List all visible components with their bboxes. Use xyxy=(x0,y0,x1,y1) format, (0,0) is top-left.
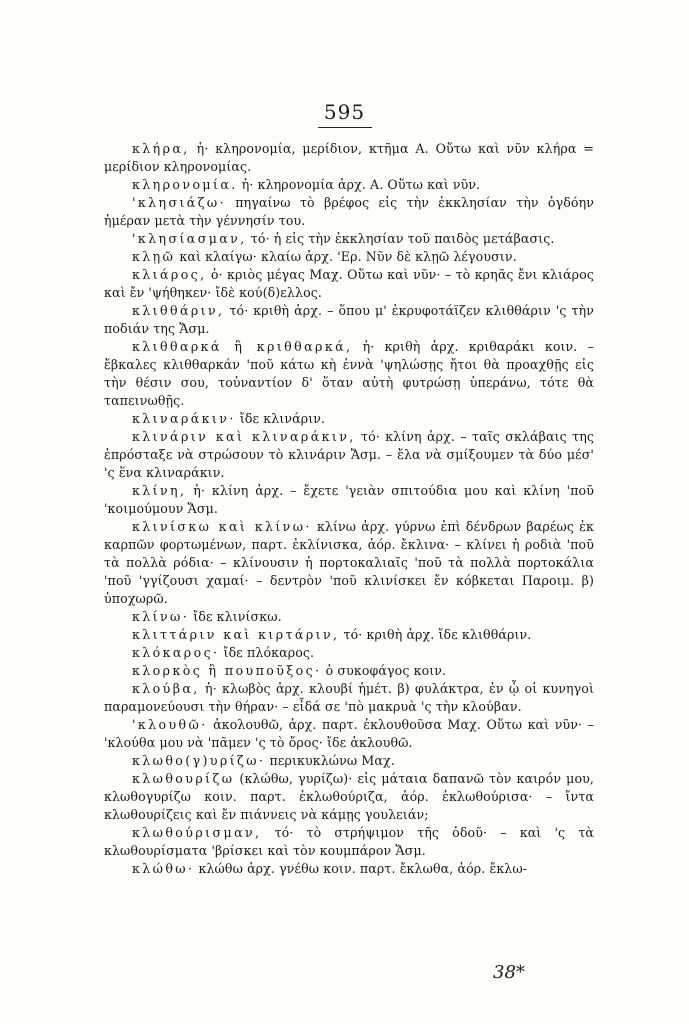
definition: κλώθω ἀρχ. γνέθω κοιν. παρτ. ἔκλωθα, ἀόρ. ἔκλω- xyxy=(194,861,528,876)
definition: τό· κλίνη ἀρχ. – ταῖς σκλάβαις της ἐπρόσταξε νὰ στρώσουν τὸ κλινάριν Ἄσμ. – ἔλα νὰ σμίξουμεν τὰ δύο μέσ' 'ς ἕνα κλιναράκιν. xyxy=(104,429,594,480)
definition: ἴδε κλινάριν. xyxy=(235,411,326,426)
entry xyxy=(104,644,594,662)
entry xyxy=(104,194,594,230)
definition: ἀκολουθῶ, ἀρχ. παρτ. ἐκλουθοῦσα Μαχ. Οὕτω καὶ νῦν· – 'κλούθα μου νὰ 'πᾶμεν 'ς τὸ ὄρος· ἴδε ἀκλουθῶ. xyxy=(104,717,594,750)
entry xyxy=(104,518,594,608)
entry xyxy=(104,716,594,752)
headword: κλωθουρίζω xyxy=(132,771,235,786)
headword: κληρονομία. xyxy=(132,177,238,192)
dictionary-entries xyxy=(104,140,594,878)
page-number-rule xyxy=(318,127,372,128)
headword: κλώθω· xyxy=(132,861,195,876)
headword: κλόκαρος· xyxy=(132,645,220,660)
headword: 'κλησιάζω· xyxy=(132,195,226,210)
headword: κλιθθάριν, xyxy=(132,303,225,318)
entry xyxy=(104,770,594,824)
definition: πηγαίνω τὸ βρέφος εἰς τὴν ἐκκλησίαν τὴν ὀγδόην ἡμέραν μετὰ τὴν γέννησίν του. xyxy=(104,195,594,228)
entry xyxy=(104,428,594,482)
headword: κλιττάριν καὶ κιρτάριν, xyxy=(132,627,340,642)
definition: κλίνω ἀρχ. γύρνω ἐπὶ δένδρων βαρέως ἐκ καρπῶν φορτωμένων, παρτ. ἐκλίνισκα, ἀόρ. ἔκλινα· – κλίνει ἡ ροδιὰ 'ποῦ τὰ πολλὰ ρόδια· – κλίνουσιν ἡ πορτοκαλιαῖς 'ποῦ τὰ πολλὰ πορτοκάλια 'ποῦ 'γγίζουσι χαμαί· – δεντρὸν 'ποῦ κλινίσκει ἔν κόβκεται Παροιμ. β) ὑποχωρῶ. xyxy=(104,519,594,606)
headword: κλινάριν καὶ κλιναράκιν, xyxy=(132,429,356,444)
entry xyxy=(104,626,594,644)
definition: ἴδε πλόκαρος. xyxy=(219,645,315,660)
signature-mark: 38* xyxy=(493,962,525,983)
headword: κλῃῶ xyxy=(132,249,176,264)
headword: κλούβα, xyxy=(132,681,200,696)
headword: κλίνω· xyxy=(132,609,190,624)
page-number: 595 xyxy=(323,100,366,124)
definition: ἡ· κληρονομία, μερίδιον, κτῆμα Α. Οὕτω καὶ νῦν κλήρα = μερίδιον κληρονομίας. xyxy=(104,141,594,174)
entry xyxy=(104,248,594,266)
entry xyxy=(104,140,594,176)
entry xyxy=(104,824,594,860)
headword: κλίνη, xyxy=(132,483,187,498)
entry xyxy=(104,176,594,194)
headword: κλωθούρισμαν, xyxy=(132,825,262,840)
definition: ἴδε κλινίσκω. xyxy=(189,609,282,624)
entry xyxy=(104,410,594,428)
definition: ὁ συκοφάγος κοιν. xyxy=(321,663,447,678)
headword: κλιναράκιν· xyxy=(132,411,236,426)
entry xyxy=(104,680,594,716)
entry xyxy=(104,338,594,410)
definition: ἡ· κλίνη ἀρχ. – ἔχετε 'γειὰν σπιτούδια μου καὶ κλίνη 'ποῦ 'κοιμούμουν Ἄσμ. xyxy=(104,483,594,516)
headword: κλωθο(γ)υρίζω· xyxy=(132,753,266,768)
definition: τό· κριθὴ ἀρχ. – ὅπου μ' ἐκρυφοτάϊζεν κλιθθάριν 'ς τὴν ποδιάν της Ἄσμ. xyxy=(104,303,594,336)
headword: κλιθθαρκά ἢ κριθθαρκά, xyxy=(132,339,353,354)
entry xyxy=(104,752,594,770)
definition: ἡ· κληρονομία ἀρχ. Α. Οὕτω καὶ νῦν. xyxy=(237,177,481,192)
headword: 'κλουθῶ· xyxy=(132,717,208,732)
definition: τό· κριθὴ ἀρχ. ἴδε κλιθθάριν. xyxy=(339,627,532,642)
entry xyxy=(104,662,594,680)
definition: ἡ· κριθὴ ἀρχ. κριθαράκι κοιν. – ἔβκαλες κλιθθαρκάν 'ποῦ κάτω κὴ ἐννὰ 'ψηλώσῃς ἤτοι θὰ προαχθῇς εἰς τὴν θέσιν σου, τοὐναντίον δ' ὅταν αὐτὴ φυτρώσῃ ὑπεράνω, τότε θὰ ταπεινωθῇς. xyxy=(104,339,594,408)
entry xyxy=(104,482,594,518)
entry xyxy=(104,608,594,626)
entry xyxy=(104,266,594,302)
headword: κλινίσκω καὶ κλίνω· xyxy=(132,519,312,534)
entry xyxy=(104,302,594,338)
headword: κλιάρος, xyxy=(132,267,207,282)
headword: κλήρα, xyxy=(132,141,190,156)
definition: τό· ἡ εἰς τὴν ἐκκλησίαν τοῦ παιδὸς μετάβασις. xyxy=(246,231,555,246)
entry xyxy=(104,230,594,248)
headword: 'κλησίασμαν, xyxy=(132,231,247,246)
definition: τό· τὸ στρήψιμον τῆς ὁδοῦ· – καὶ 'ς τὰ κλωθουρίσματα 'βρίσκει καὶ τὸν κουμπάρον Ἄσμ. xyxy=(104,825,594,858)
entry xyxy=(104,860,594,878)
definition: ὁ· κριὸς μέγας Μαχ. Οὕτω καὶ νῦν· – τὸ κρηᾶς ἔνι κλιάρος καὶ ἔν 'ψήθηκεν· ἴδὲ κού(δ)ελλος. xyxy=(104,267,594,300)
definition: καὶ κλαίγω· κλαίω ἀρχ. 'Ερ. Νῦν δὲ κλῃῶ λέγουσιν. xyxy=(175,249,517,264)
definition: ἡ· κλωβὸς ἀρχ. κλουβί ἡμέτ. β) φυλάκτρα, ἐν ᾧ οἱ κυνηγοὶ παραμονεύουσι τὴν θήραν· – εἶδά σε 'πὸ μακρυὰ 'ς τὴν κλούβαν. xyxy=(104,681,594,714)
definition: (κλώθω, γυρίζω)· εἰς μάταια δαπανῶ τὸν καιρόν μου, κλωθογυρίζω κοιν. παρτ. ἐκλωθούριζα, ἀόρ. ἐκλωθούρισα· – ἴντα κλωθουρίζεις καὶ ἔν πιάννεις νὰ κάμῃς γουλειάν; xyxy=(104,771,594,822)
headword: κλορκὸς ἢ πουποῦξος· xyxy=(132,663,322,678)
definition: περικυκλώνω Μαχ. xyxy=(265,753,395,768)
